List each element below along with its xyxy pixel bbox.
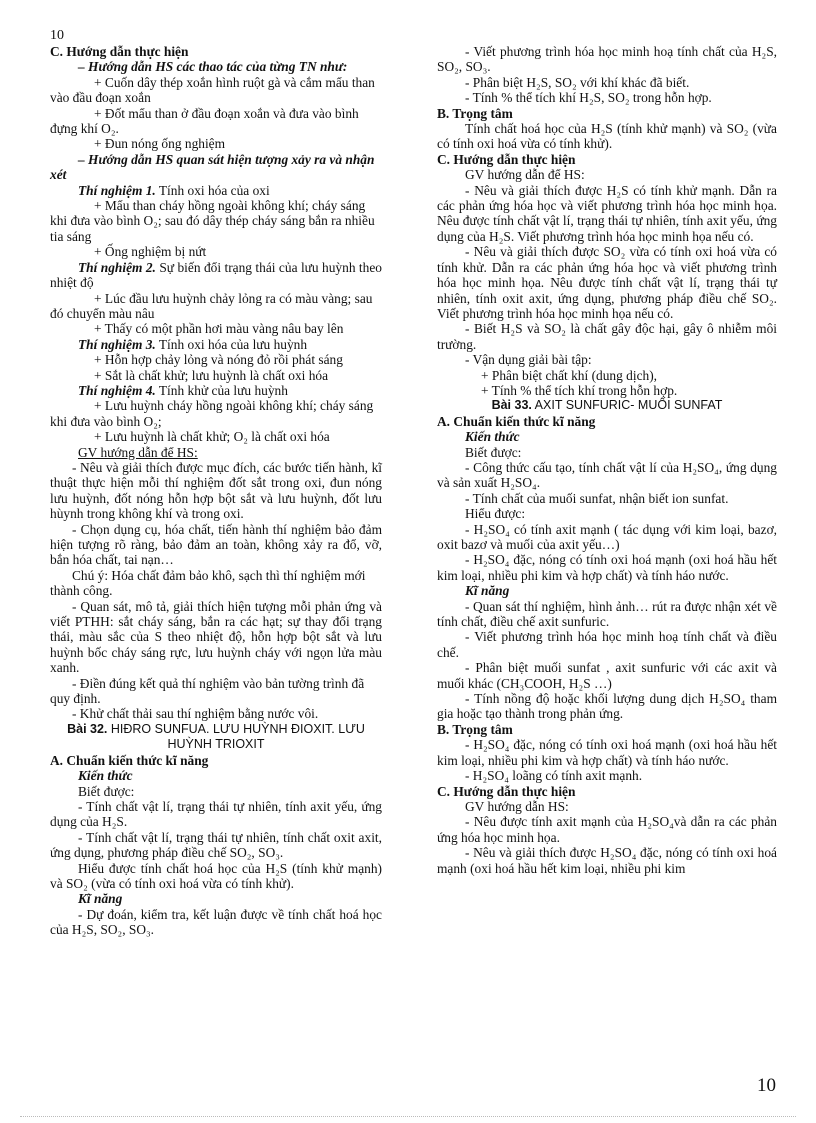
paragraph-lead: Bài 33.	[491, 398, 532, 413]
right-paragraph: GV hướng dẫn HS:	[465, 798, 569, 814]
paragraph-lead: Thí nghiệm 3.	[78, 336, 156, 352]
left-paragraph: + Mẩu than cháy hồng ngoài không khí; cháy sáng khi đưa vào bình O₂; sau đó dây thép cháy sáng bắn ra nhiều tia sáng	[50, 198, 375, 244]
left-paragraph: – Hướng dẫn HS các thao tác của từng TN như:	[78, 59, 348, 75]
right-column	[437, 44, 777, 876]
page-number-top: 10	[50, 28, 64, 43]
right-paragraph: C. Hướng dẫn thực hiện	[437, 151, 576, 167]
left-paragraph: - Khử chất thải sau thí nghiệm bằng nước vôi.	[72, 706, 319, 722]
left-paragraph: GV hướng dẫn để HS:	[78, 444, 198, 460]
left-paragraph: Kiến thức	[78, 768, 133, 784]
left-paragraph: – Hướng dẫn HS quan sát hiện tượng xảy ra và nhận xét	[50, 151, 375, 183]
left-paragraph: - Quan sát, mô tả, giải thích hiện tượng mỗi phản ứng và viết PTHH: sắt cháy sáng, bắn ra các hạt; sự thay đổi trạng thái, màu sắc của S theo nhiệt độ, hỗn hợp bột sắt và lưu huỳnh bốc cháy sáng rực, lưu huỳnh cháy với ngọn lửa màu xanh.	[50, 598, 382, 676]
right-paragraph: - H₂SO₄ đặc, nóng có tính oxi hoá mạnh (oxi hoá hầu hết kim loại, nhiều phi kim và hợp chất) và tính háo nước.	[437, 737, 777, 768]
right-paragraph: - Nêu được tính axit mạnh của H₂SO₄và dẫn ra các phản ứng hóa học minh họa.	[437, 814, 777, 845]
paragraph-lead: Thí nghiệm 2.	[78, 259, 156, 275]
right-paragraph: - H₂SO₄ đặc, nóng có tính oxi hoá mạnh (oxi hoá hầu hết kim loại, nhiều phi kim và hợp chất) và tính háo nước.	[437, 552, 777, 583]
left-paragraph: Kĩ năng	[78, 891, 123, 907]
right-paragraph: Kĩ năng	[465, 583, 510, 599]
left-paragraph: Thí nghiệm 3. Tính oxi hóa của lưu huỳnh	[78, 336, 308, 352]
right-paragraph: A. Chuẩn kiến thức kĩ năng	[437, 413, 596, 429]
page-number-bottom: 10	[757, 1075, 776, 1096]
left-paragraph: Hiểu được tính chất hoá học của H₂S (tính khử mạnh) và SO₂ (vừa có tính oxi hoá vừa có tính khử).	[50, 860, 382, 891]
right-paragraph: - Tính nồng độ hoặc khối lượng dung dịch H₂SO₄ tham gia hoặc tạo thành trong phản ứng.	[437, 691, 777, 722]
right-paragraph: - H₂SO₄ có tính axit mạnh ( tác dụng với kim loại, bazơ, oxit bazơ và muối của axit yếu…)	[437, 521, 777, 552]
right-paragraph: - Công thức cấu tạo, tính chất vật lí của H₂SO₄, ứng dụng và sản xuất H₂SO₄.	[437, 459, 777, 491]
right-paragraph: - Phân biệt H₂S, SO₂ với khí khác đã biết.	[465, 74, 690, 90]
left-paragraph: + Sắt là chất khử; lưu huỳnh là chất oxi hóa	[94, 367, 329, 383]
left-paragraph: - Dự đoán, kiểm tra, kết luận được về tính chất hoá học của H₂S, SO₂, SO₃.	[50, 906, 382, 938]
right-paragraph: - H₂SO₄ loãng có tính axit mạnh.	[465, 768, 643, 784]
right-paragraph: Biết được:	[465, 444, 522, 460]
right-paragraph: Hiểu được:	[465, 506, 526, 522]
right-paragraph: - Viết phương trình hóa học minh hoạ tính chất và điều chế.	[437, 629, 777, 660]
left-paragraph: + Cuốn dây thép xoắn hình ruột gà và cắm mẩu than vào đầu đoạn xoắn	[50, 74, 375, 106]
left-paragraph: Thí nghiệm 4. Tính khử của lưu huỳnh	[78, 382, 288, 398]
left-paragraph: + Hỗn hợp chảy lỏng và nóng đỏ rồi phát sáng	[94, 352, 343, 368]
left-paragraph: C. Hướng dẫn thực hiện	[50, 44, 189, 59]
left-paragraph: - Tính chất vật lí, trạng thái tự nhiên, tính axit yếu, ứng dụng của H₂S.	[50, 798, 382, 830]
left-paragraph: - Tính chất vật lí, trạng thái tự nhiên, tính chất oxit axit, ứng dụng, phương pháp điều chế SO₂, SO₃.	[50, 829, 382, 861]
paragraph-lead: Bài 32.	[67, 721, 108, 736]
left-paragraph: Thí nghiệm 1. Tính oxi hóa của oxi	[78, 182, 270, 198]
left-paragraph: Chú ý: Hóa chất đảm bảo khô, sạch thì thí nghiệm mới thành công.	[50, 567, 366, 599]
right-paragraph: B. Trọng tâm	[437, 105, 513, 121]
right-paragraph: - Viết phương trình hóa học minh hoạ tính chất của H₂S, SO₂, SO₃.	[437, 44, 777, 75]
left-paragraph: + Đun nóng ống nghiệm	[94, 136, 226, 152]
right-paragraph: + Phân biệt chất khí (dung dịch),	[481, 367, 658, 383]
left-paragraph: Bài 32. HIĐRO SUNFUA. LƯU HUỲNH ĐIOXIT. LƯU HUỲNH TRIOXIT	[67, 721, 365, 752]
left-paragraph: + Lưu huỳnh là chất khử; O₂ là chất oxi hóa	[94, 429, 330, 445]
left-paragraph: - Chọn dụng cụ, hóa chất, tiến hành thí nghiệm bảo đảm hiện tượng rõ ràng, bảo đảm an toàn, không xảy ra đổ, vỡ, bắn hóa chất, tai nạn…	[50, 521, 382, 568]
right-paragraph: - Phân biệt muối sunfat , axit sunfuric với các axit và muối khác (CH₃COOH, H₂S …)	[437, 660, 777, 691]
right-paragraph: Kiến thức	[465, 429, 520, 445]
right-paragraph: - Vận dụng giải bài tập:	[465, 352, 592, 368]
right-paragraph: - Nêu và giải thích được SO₂ vừa có tính oxi hoá vừa có tính khử. Dẫn ra các phản ứng hóa học và viết phương trình hóa học minh họa. Nêu được tính chất vật lí, trạng thái tự nhiên, tính oxit axit, ứng dụng, phương pháp điều chế SO₂. Viết phương trình hóa học minh họa nếu có.	[437, 244, 777, 321]
right-paragraph: C. Hướng dẫn thực hiện	[437, 783, 576, 799]
paragraph-lead: Thí nghiệm 4.	[78, 382, 156, 398]
right-paragraph: - Tính % thể tích khí H₂S, SO₂ trong hỗn hợp.	[465, 90, 712, 106]
left-paragraph: + Đốt mẩu than ở đầu đoạn xoắn và đưa vào bình đựng khí O₂.	[50, 105, 359, 137]
right-paragraph: Tính chất hoá học của H₂S (tính khử mạnh) và SO₂ (vừa có tính oxi hoá vừa có tính khử).	[437, 121, 777, 152]
left-paragraph: Thí nghiệm 2. Sự biến đổi trạng thái của lưu huỳnh theo nhiệt độ	[50, 259, 382, 291]
left-paragraph: Biết được:	[78, 783, 135, 799]
right-paragraph: - Nêu và giải thích được H₂SO₄ đặc, nóng có tính oxi hoá mạnh (oxi hoá hầu hết kim loại, nhiều phi kim	[437, 845, 777, 876]
right-paragraph: - Quan sát thí nghiệm, hình ảnh… rút ra được nhận xét về tính chất, điều chế axit sunfuric.	[437, 598, 777, 630]
right-paragraph: GV hướng dẫn để HS:	[465, 167, 585, 183]
right-paragraph: - Nêu và giải thích được H₂S có tính khử mạnh. Dẫn ra các phản ứng hóa học và viết phương trình hóa học minh họa. Nêu được tính chất vật lí, trạng thái tự nhiên, tính axit yếu, ứng dụng của H₂S. Viết phương trình hóa học minh họa nếu có.	[437, 182, 777, 244]
page-bottom-rule	[20, 1116, 796, 1117]
left-paragraph: - Điền đúng kết quả thí nghiệm vào bản tường trình đã quy định.	[50, 675, 365, 707]
right-paragraph: - Biết H₂S và SO₂ là chất gây độc hại, gây ô nhiễm môi trường.	[437, 321, 777, 352]
right-paragraph: B. Trọng tâm	[437, 721, 513, 737]
right-paragraph: Bài 33. AXIT SUNFURIC- MUỐI SUNFAT	[491, 398, 723, 413]
left-paragraph: + Lúc đầu lưu huỳnh chảy lỏng ra có màu vàng; sau đó chuyển màu nâu	[50, 290, 373, 321]
left-paragraph: - Nêu và giải thích được mục đích, các bước tiến hành, kĩ thuật thực hiện mỗi thí nghiệm đốt sắt trong oxi, đun nóng lưu huỳnh, đốt nóng hỗn hợp bột sắt và lưu huỳnh, đốt lưu hùynh trong không khí và trong oxi.	[50, 459, 382, 522]
right-paragraph: - Tính chất của muối sunfat, nhận biết ion sunfat.	[465, 490, 729, 506]
left-paragraph: A. Chuẩn kiến thức kĩ năng	[50, 752, 209, 768]
left-column	[50, 44, 382, 938]
left-paragraph: + Lưu huỳnh cháy hồng ngoài không khí; cháy sáng khi đưa vào bình O₂;	[50, 398, 374, 429]
paragraph-lead: Thí nghiệm 1.	[78, 182, 156, 198]
left-paragraph: + Thấy có một phần hơi màu vàng nâu bay lên	[94, 321, 344, 337]
left-paragraph: + Ống nghiệm bị nứt	[94, 244, 207, 260]
right-paragraph: + Tính % thể tích khí trong hỗn hợp.	[481, 382, 678, 398]
